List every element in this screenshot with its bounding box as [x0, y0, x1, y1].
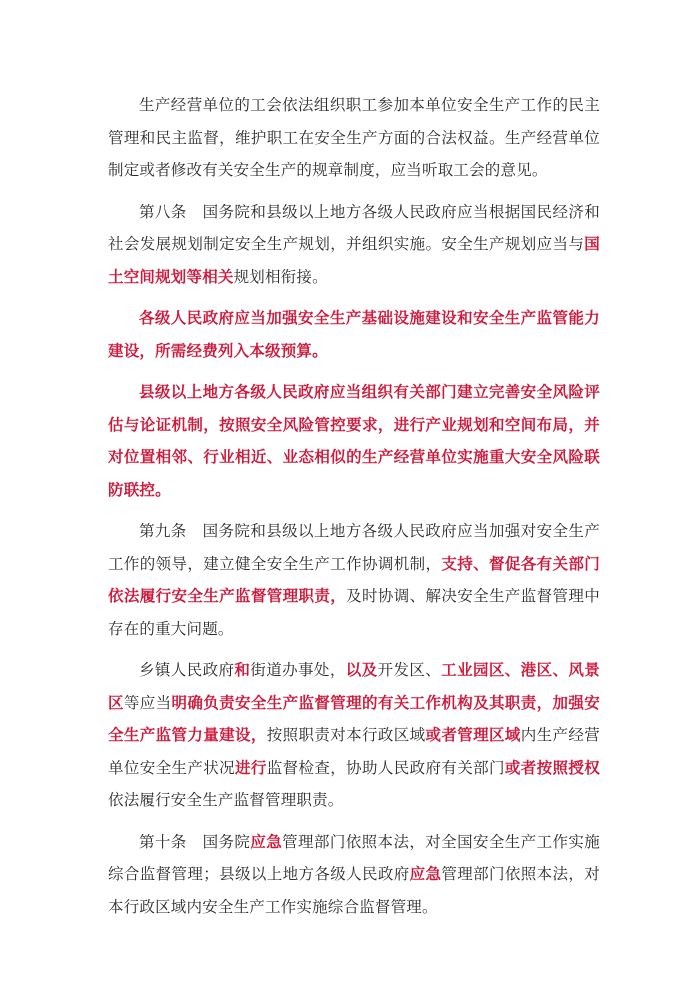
highlighted-amendment: 和	[234, 661, 251, 679]
text-segment: 内生产经营单位安全生产状况	[108, 726, 600, 777]
text-segment: 监督检查，协助人民政府有关部门	[266, 758, 505, 777]
highlighted-amendment: 或者管理区域	[425, 726, 521, 744]
text-segment: 等应当	[123, 693, 172, 712]
highlighted-amendment: 应急	[250, 832, 283, 851]
highlighted-amendment: 各级人民政府应当加强安全生产基础设施建设和安全生产监管能力建设，所需经费列入本级预算。	[108, 309, 600, 360]
highlighted-amendment: 支持、督促各有关部门依法履行安全生产监督管理职责，	[108, 554, 600, 605]
text-segment: 生产经营单位的工会依法组织职工参加本单位安全生产工作的民主管理和民主监督，维护职工在安全生产方面的合法权益。生产经营单位制定或者修改有关安全生产的规章制度，应当听取工会的意见。	[108, 96, 600, 179]
highlighted-amendment: 明确负责安全生产监督管理的有关工作机构及其职责，加强安全生产监管力量建设，	[108, 693, 601, 744]
text-segment: 依法履行安全生产监督管理职责。	[108, 791, 344, 809]
highlighted-amendment: 国土空间规划等相关	[108, 235, 600, 286]
text-segment: 街道办事处，	[250, 661, 346, 679]
text-segment: 第十条 国务院	[139, 832, 251, 851]
paragraph-trade-union	[108, 89, 600, 187]
paragraph-article-10	[108, 826, 600, 924]
highlighted-amendment: 县级以上地方各级人民政府应当组织有关部门建立完善安全风险评估与论证机制，按照安全风险管控要求，进行产业规划和空间布局，并对位置相邻、行业相近、业态相似的生产经营单位实施重大安全风险联防联控。	[108, 383, 600, 499]
paragraph-budget	[108, 302, 600, 367]
text-segment: 管理部门依照本法，对全国安全生产工作实施综合监督管理；县级以上地方各级人民政府	[108, 832, 600, 883]
paragraph-article-8	[108, 196, 600, 294]
text-segment: 第八条 国务院和县级以上地方各级人民政府应当根据国民经济和社会发展规划制定安全生产规划，并组织实施。安全生产规划应当与	[108, 202, 600, 253]
highlighted-amendment: 进行	[235, 758, 267, 777]
text-segment: 管理部门依照本法，对本行政区域内安全生产工作实施综合监督管理。	[108, 865, 600, 916]
text-segment: 规划相衔接。	[233, 267, 328, 286]
text-segment: 第九条 国务院和县级以上地方各级人民政府应当加强对安全生产工作的领导，建立健全安全生产工作协调机制，	[108, 522, 600, 573]
paragraph-township-supervision	[108, 654, 600, 817]
paragraph-risk-assessment	[108, 376, 600, 506]
highlighted-amendment: 或者按照授权	[504, 758, 601, 777]
text-segment: 及时协调、解决安全生产监督管理中存在的重大问题。	[108, 587, 600, 638]
highlighted-amendment: 以及	[345, 661, 378, 679]
highlighted-amendment: 应急	[409, 865, 442, 883]
text-segment: 乡镇人民政府	[139, 661, 235, 679]
text-segment: 按照职责对本行政区域	[266, 726, 426, 744]
paragraph-article-9	[108, 515, 600, 645]
highlighted-amendment: 工业园区、港区、风景区	[108, 661, 600, 712]
text-segment: 开发区、	[377, 661, 442, 679]
